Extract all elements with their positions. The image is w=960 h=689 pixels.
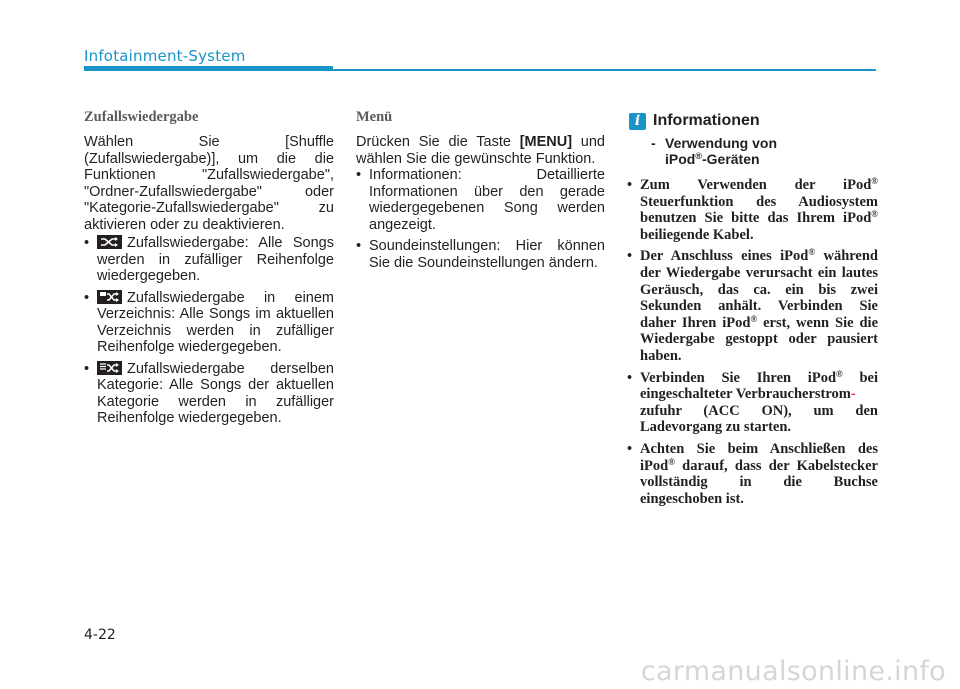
column-info bbox=[627, 108, 878, 512]
shuffle-heading: Zufallswiedergabe bbox=[84, 109, 199, 125]
hyphen-mark: - bbox=[850, 386, 856, 403]
bullet: • bbox=[627, 177, 633, 193]
shuffle-intro: Wählen Sie [Shuffle (Zufallswiedergabe)], um die die Funktionen "Zufallswiedergabe", "Ordner-Zufallswiedergabe" oder "Kategorie-Zufallswiedergabe" zu aktivieren oder zu deaktivieren. bbox=[84, 134, 334, 233]
bullet: • bbox=[627, 369, 633, 386]
list-item bbox=[627, 441, 878, 507]
subtitle-suffix: -Geräten bbox=[701, 151, 760, 167]
bullet: • bbox=[627, 440, 633, 457]
menu-intro-after: und wählen Sie die gewünschte Funktion. bbox=[356, 134, 605, 167]
info-text: erst, wenn Sie die Wiedergabe gestoppt oder pausiert haben. bbox=[640, 314, 878, 364]
info-subtitle bbox=[651, 135, 878, 167]
bullet: • bbox=[627, 248, 633, 265]
shuffle-list bbox=[84, 235, 334, 427]
bullet: • bbox=[84, 289, 90, 306]
info-text: zufuhr (ACC ON), um den Ladevorgang zu starten. bbox=[640, 402, 878, 436]
info-icon: i bbox=[629, 113, 646, 130]
column-shuffle bbox=[84, 108, 334, 432]
info-text: während der Wiedergabe verursacht ein lautes Geräusch, das ca. ein bis zwei Sekunden anhält. Verbinden Sie daher Ihren iPod bbox=[640, 248, 878, 331]
list-item bbox=[356, 238, 605, 271]
subtitle-ipod: iPod bbox=[665, 151, 696, 167]
watermark: carmanualsonline.info bbox=[640, 656, 946, 687]
info-text: Achten Sie beim Anschließen des iPod bbox=[640, 440, 878, 474]
menu-heading: Menü bbox=[356, 109, 393, 125]
list-item bbox=[356, 167, 605, 233]
info-title: Informationen bbox=[653, 112, 760, 129]
page-number: 4-22 bbox=[84, 627, 116, 643]
info-text: Der Anschluss eines iPod bbox=[640, 248, 809, 265]
subtitle-dash: - bbox=[651, 135, 656, 151]
registered-mark: ® bbox=[695, 151, 702, 161]
header-rule-thick bbox=[84, 66, 333, 71]
shuffle-item-text: Zufallswiedergabe in einem Verzeichnis: Alle Songs im aktuellen Verzeichnis werden in zufälliger Reihenfolge wiedergegeben. bbox=[97, 289, 334, 355]
list-item bbox=[84, 361, 334, 427]
list-item bbox=[627, 177, 878, 243]
subtitle-line1: Verwendung von bbox=[665, 135, 778, 151]
info-text: Zum Verwenden der iPod bbox=[640, 177, 872, 193]
registered-mark: ® bbox=[668, 456, 675, 467]
bullet: • bbox=[356, 167, 362, 183]
bullet: • bbox=[84, 360, 90, 377]
menu-intro-before: Drücken Sie die Taste bbox=[356, 134, 520, 150]
menu-list bbox=[356, 167, 605, 271]
shuffle-item-text: Zufallswiedergabe: Alle Songs werden in zufälliger Reihenfolge wiedergegeben. bbox=[97, 235, 334, 284]
list-item bbox=[627, 370, 878, 436]
column-menu bbox=[356, 108, 605, 276]
registered-mark: ® bbox=[808, 247, 816, 258]
info-list bbox=[627, 177, 878, 507]
info-text: darauf, dass der Kabelstecker vollständig in die Buchse eingeschoben ist. bbox=[640, 457, 878, 507]
list-item bbox=[84, 290, 334, 356]
shuffle-all-icon bbox=[97, 235, 122, 249]
shuffle-category-icon bbox=[97, 361, 122, 375]
section-header-title: Infotainment-System bbox=[84, 47, 246, 65]
list-item bbox=[627, 248, 878, 364]
info-text: Steuerfunktion des Audiosystem benutzen Sie bitte das Ihrem iPod bbox=[640, 193, 878, 227]
shuffle-item-text: Zufallswiedergabe derselben Kategorie: Alle Songs der aktuellen Kategorie werden in zufälliger Reihenfolge wiedergegeben. bbox=[97, 360, 334, 426]
menu-item-text: Soundeinstellungen: Hier können Sie die Soundeinstellungen ändern. bbox=[369, 238, 605, 271]
menu-intro bbox=[356, 134, 605, 167]
list-item bbox=[84, 235, 334, 285]
info-text: Verbinden Sie Ihren iPod bbox=[640, 369, 837, 386]
menu-key-label: [MENU] bbox=[519, 134, 573, 150]
registered-mark: ® bbox=[871, 176, 878, 186]
registered-mark: ® bbox=[836, 368, 843, 379]
bullet: • bbox=[356, 238, 362, 254]
menu-item-text: Informationen: Detaillierte Informationen über den gerade wiedergegebenen Song werden angezeigt. bbox=[369, 167, 605, 233]
info-header bbox=[627, 110, 878, 132]
registered-mark: ® bbox=[750, 313, 758, 324]
header-rule-thin bbox=[333, 69, 876, 71]
bullet: • bbox=[84, 235, 90, 251]
info-text: bei eingeschalteter Verbraucherstrom bbox=[640, 369, 879, 403]
registered-mark: ® bbox=[871, 209, 878, 220]
info-text: beiliegende Kabel. bbox=[640, 226, 754, 243]
shuffle-folder-icon bbox=[97, 290, 122, 304]
